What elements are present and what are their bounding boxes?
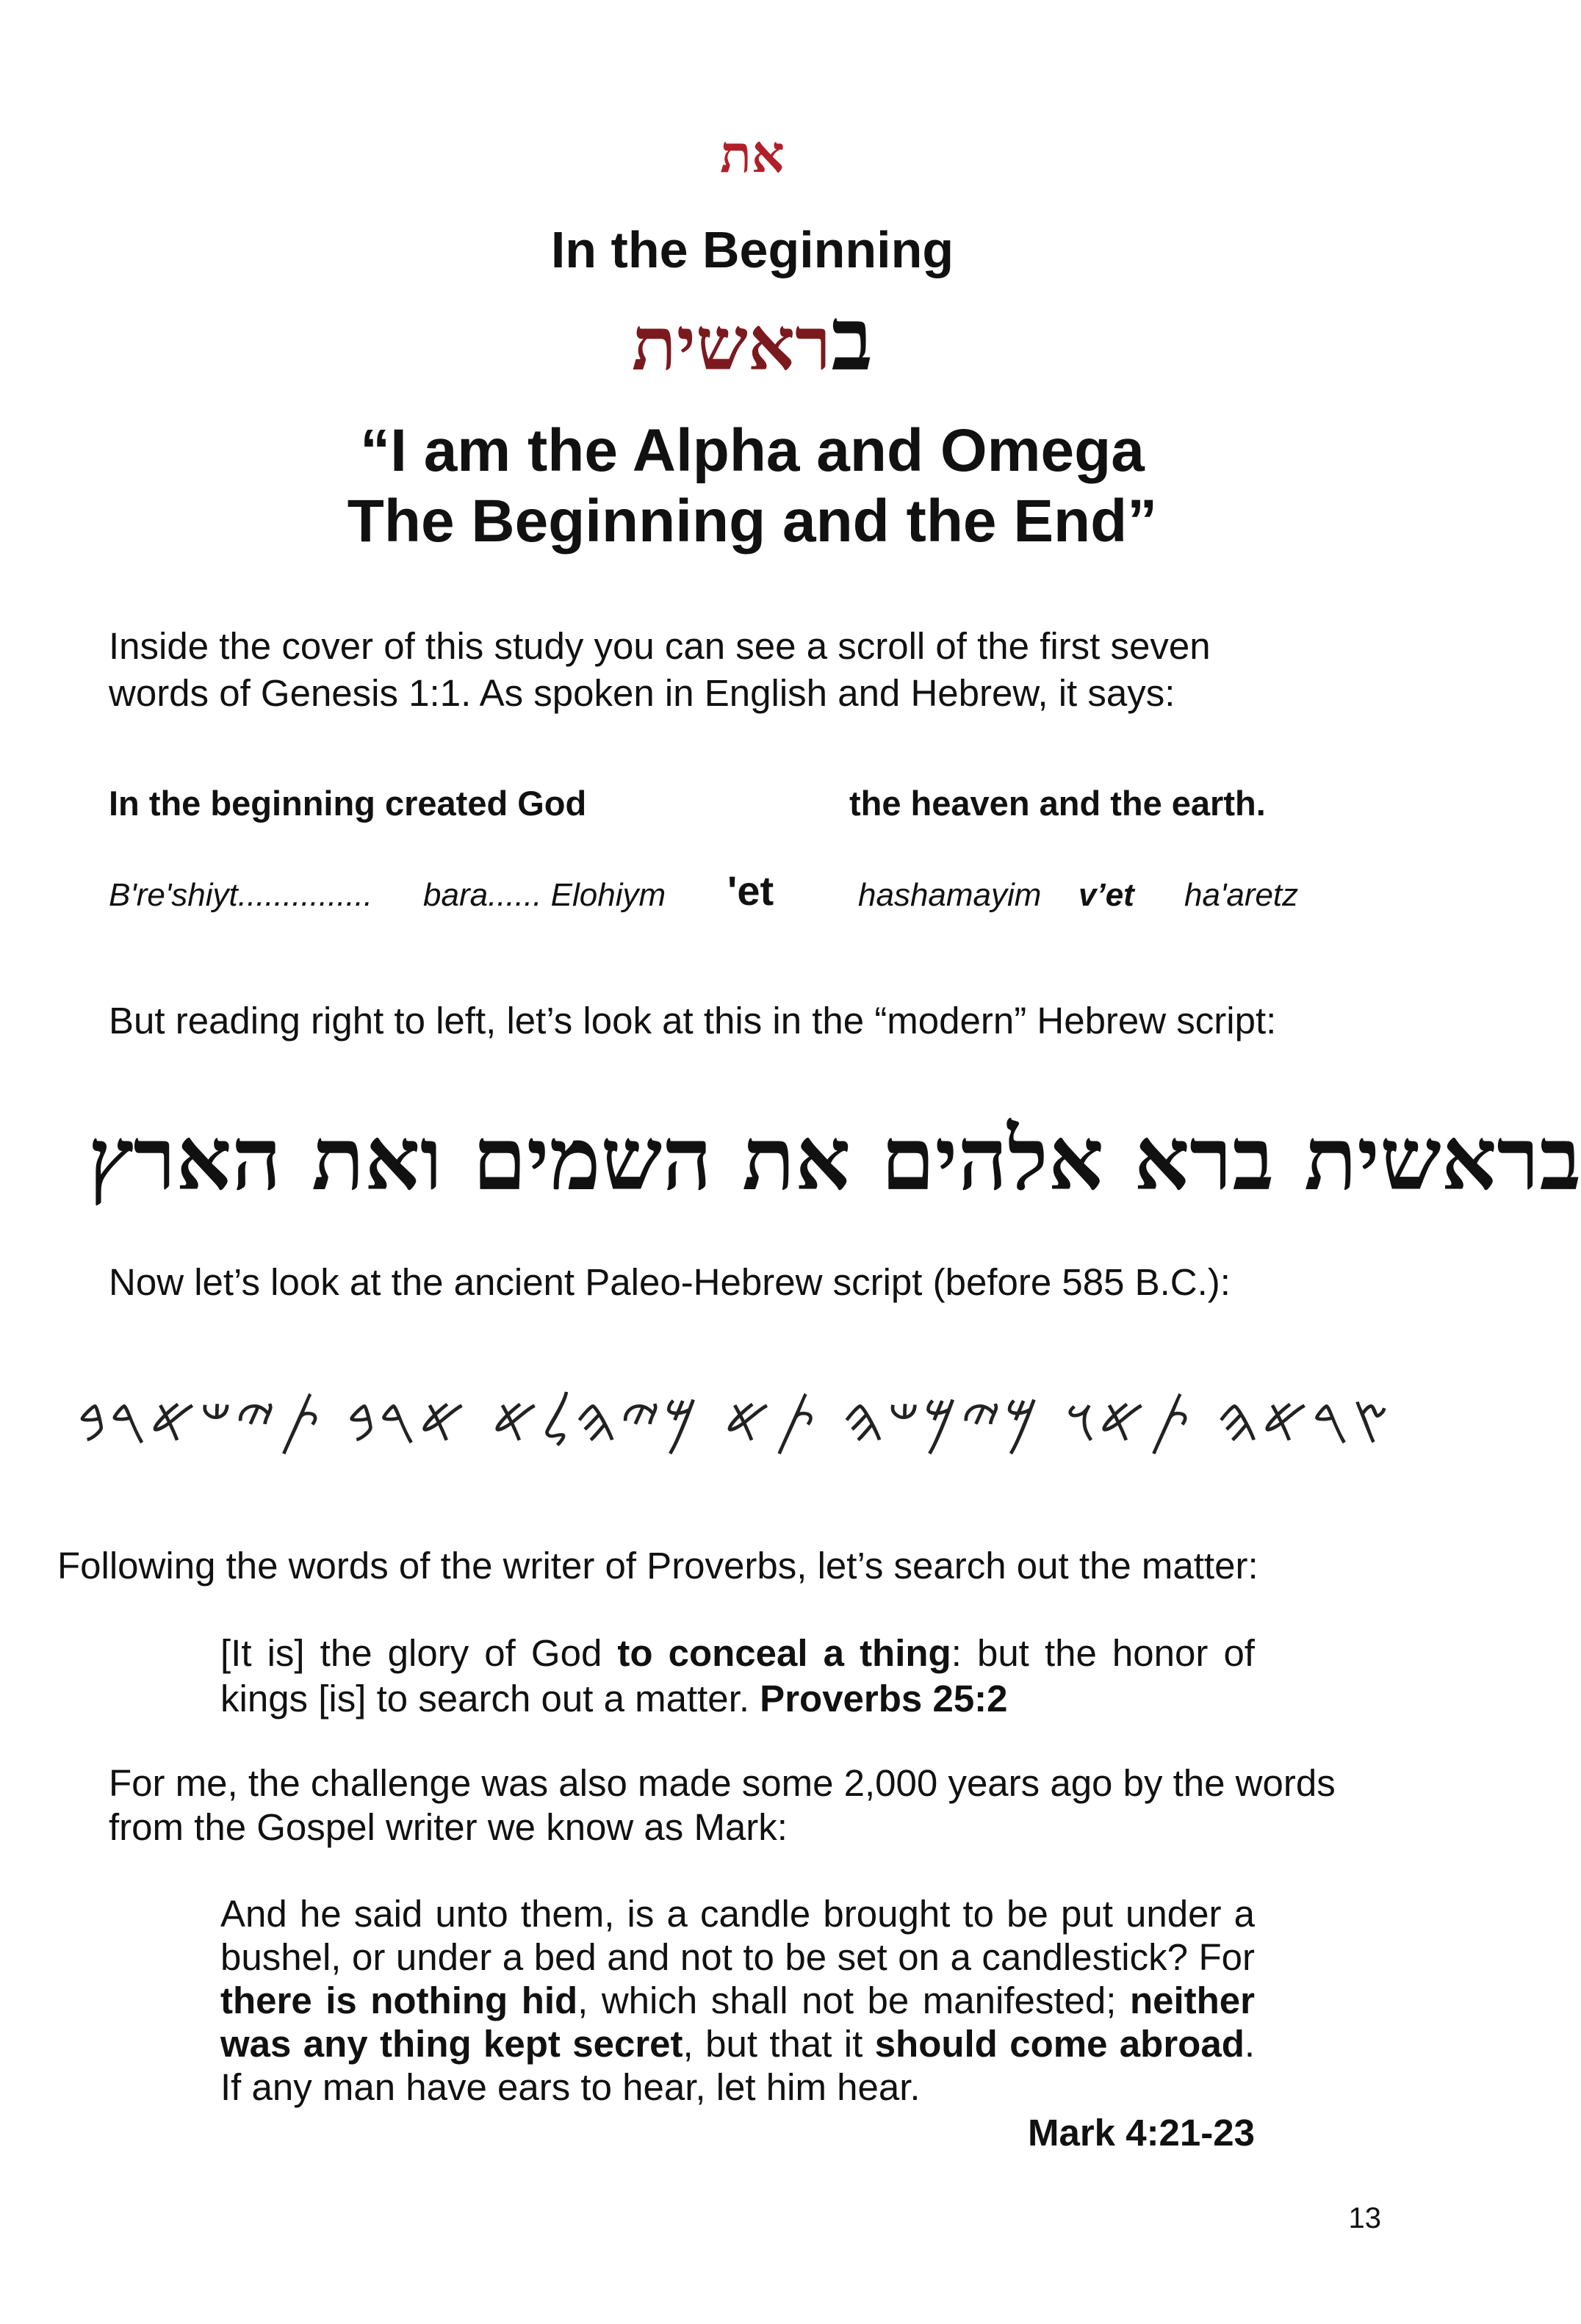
- translit-hashamayim: hashamayim: [858, 877, 1042, 913]
- mark-emphasis-kept-secret: neither was any thing kept secret: [220, 1980, 1255, 2065]
- alpha-omega-quote: [0, 416, 1505, 557]
- mark-reference: Mark 4:21-23: [1027, 2112, 1255, 2154]
- translit-bereshiyt: B're'shiyt...............: [109, 877, 373, 913]
- mark-intro-line-2: from the Gospel writer we know as Mark:: [109, 1806, 788, 1848]
- bereshit-first-letter: ב: [831, 288, 874, 390]
- translit-et: 'et: [727, 867, 774, 914]
- mark-text-g: . If any man have ears to hear, let him hear.: [220, 2023, 1256, 2108]
- paleo-hebrew-text: 𐤑𐤓𐤀𐤄 𐤕𐤀𐤅 𐤌𐤉𐤌𐤔𐤄 𐤕𐤀 𐤌𐤉𐤄𐤋𐤀 𐤀𐤓𐤁 𐤕𐤉𐤔𐤀𐤓𐤁: [76, 1384, 1393, 1457]
- aleph-tav-glyph: [0, 123, 1505, 185]
- mark-intro-line-1: For me, the challenge was also made some 2,000 years ago by the words: [109, 1762, 1336, 1804]
- modern-hebrew-line: [88, 1108, 1581, 1210]
- page-number: 13: [1348, 2202, 1381, 2234]
- mark-emphasis-come-abroad: should come abroad: [874, 2023, 1245, 2065]
- mark-intro: [109, 1761, 1416, 1850]
- proverbs-emphasis: to conceal a thing: [617, 1632, 951, 1674]
- paleo-intro: Now let’s look at the ancient Paleo-Hebrew script (before 585 B.C.):: [109, 1261, 1231, 1303]
- translit-vet: v’et: [1078, 877, 1134, 913]
- intro-line-2: words of Genesis 1:1. As spoken in English and Hebrew, it says:: [109, 672, 1175, 714]
- intro-paragraph: [109, 623, 1402, 717]
- translit-bara-elohiym: bara...... Elohiym: [423, 877, 666, 913]
- quote-line-2: The Beginning and the End”: [347, 488, 1158, 555]
- translit-haaretz: ha'aretz: [1184, 877, 1299, 913]
- proverbs-intro: Following the words of the writer of Proverbs, let’s search out the matter:: [57, 1545, 1258, 1587]
- bereshit-rest: ראשית: [631, 300, 832, 387]
- english-left: In the beginning created God: [109, 784, 587, 823]
- mark-text-c: , which shall not be manifested;: [577, 1980, 1130, 2021]
- mark-quote: [220, 1892, 1255, 2109]
- intro-line-1: Inside the cover of this study you can see a scroll of the first seven: [109, 625, 1211, 667]
- subtitle: In the Beginning: [550, 221, 954, 278]
- proverbs-text-c: : but the honor of kings [is] to search out a matter.: [220, 1632, 1255, 1719]
- modern-hebrew-text: בראשית ברא אלהים את השמים ואת הארץ: [88, 1108, 1581, 1210]
- mark-text-e: , but that it: [683, 2023, 875, 2065]
- quote-line-1: “I am the Alpha and Omega: [360, 417, 1145, 484]
- bereshit-word: [0, 288, 1505, 391]
- aleph-tav-text: את: [720, 123, 785, 184]
- mark-emphasis-nothing-hid: there is nothing hid: [220, 1980, 578, 2021]
- paleo-hebrew-line: [59, 1384, 1411, 1459]
- mark-text-a: And he said unto them, is a candle brought to be put under a bushel, or under a bed and not to be set on a candlestick? For: [220, 1893, 1255, 1978]
- modern-intro: But reading right to left, let’s look at this in the “modern” Hebrew script:: [109, 1000, 1277, 1042]
- english-right: the heaven and the earth.: [849, 784, 1266, 823]
- proverbs-quote: [220, 1631, 1255, 1722]
- proverbs-text-a: [It is] the glory of God: [220, 1632, 618, 1674]
- proverbs-reference: Proverbs 25:2: [760, 1678, 1008, 1719]
